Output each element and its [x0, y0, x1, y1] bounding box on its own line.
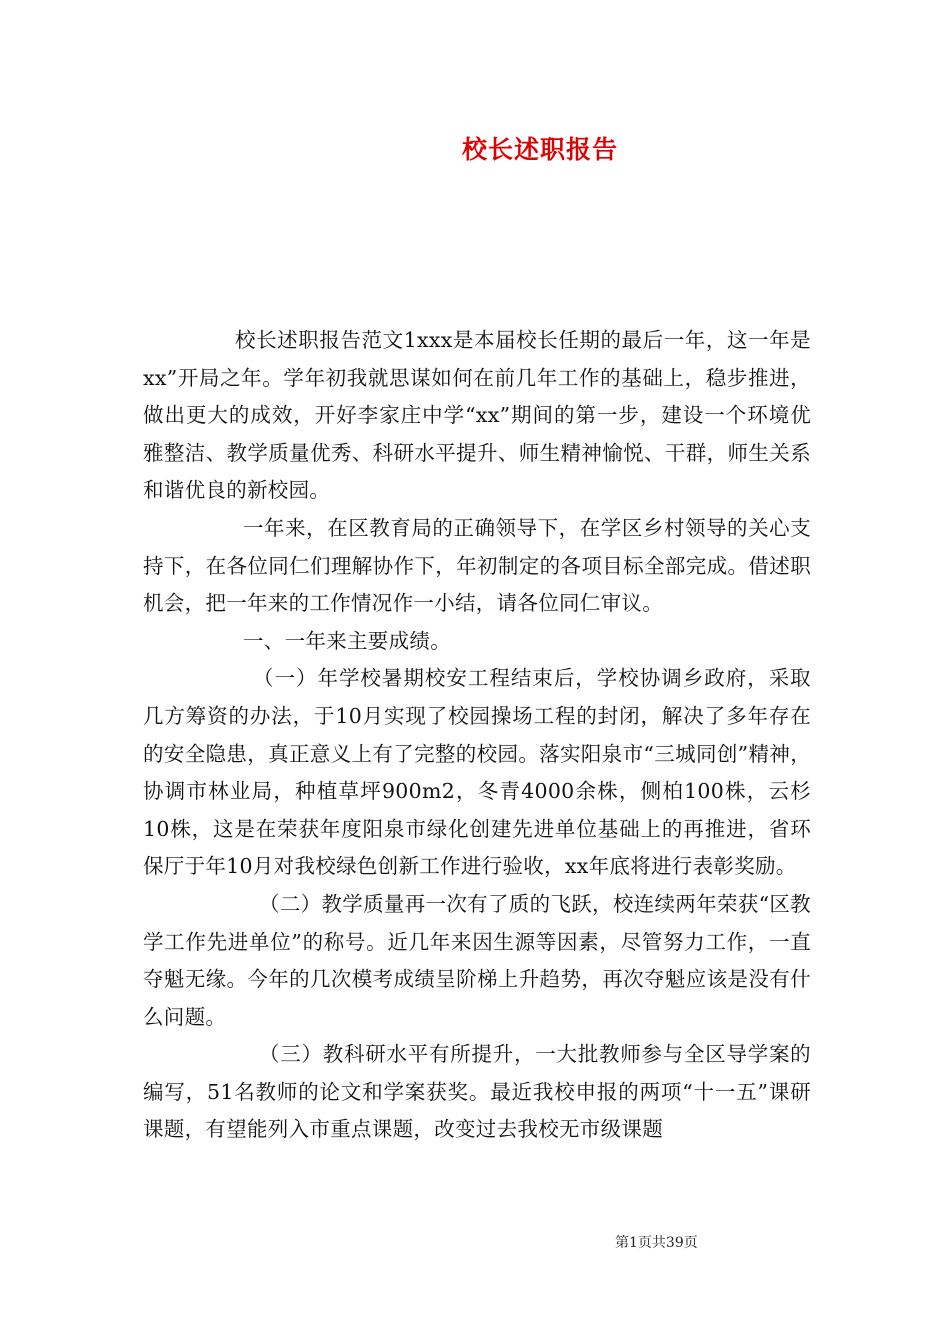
- paragraph-achievement-3: （三）教科研水平有所提升，一大批教师参与全区导学案的编写，51名教师的论文和学案获奖。最近我校申报的两项“十一五”课研课题，有望能列入市重点课题，改变过去我校无市级课题: [143, 1042, 811, 1142]
- paragraph-summary: 一年来，在区教育局的正确领导下，在学区乡村领导的关心支持下，在各位同仁们理解协作下，年初制定的各项目标全部完成。借述职机会，把一年来的工作情况作一小结，请各位同仁审议。: [143, 515, 811, 616]
- page-number: 第1页共39页: [615, 1235, 698, 1251]
- section-heading: 一、一年来主要成绩。: [243, 628, 451, 653]
- paragraph-achievement-1: （一）年学校暑期校安工程结束后，学校协调乡政府，采取几方筹资的办法，于10月实现了校园操场工程的封闭，解决了多年存在的安全隐患，真正意义上有了完整的校园。落实阳泉市“三城同创”精神，协调市林业局，种植草坪900m2，冬青4000余株，侧柏100株，云杉10株，这是在荣获年度阳泉市绿化创建先进单位基础上的再推进，省环保厅于年10月对我校绿色创新工作进行验收，xx年底将进行表彰奖励。: [143, 666, 811, 879]
- document-title: 校长述职报告: [461, 135, 618, 164]
- document-body: [143, 322, 811, 1149]
- paragraph-achievement-2: （二）教学质量再一次有了质的飞跃，校连续两年荣获“区教学工作先进单位”的称号。近几年来因生源等因素，尽管努力工作，一直夺魁无缘。今年的几次模考成绩呈阶梯上升趋势，再次夺魁应该是没有什么问题。: [143, 891, 811, 1029]
- paragraph-intro: 校长述职报告范文1xxx是本届校长任期的最后一年，这一年是xx”开局之年。学年初我就思谋如何在前几年工作的基础上，稳步推进，做出更大的成效，开好李家庄中学“xx”期间的第一步，建设一个环境优雅整洁、教学质量优秀、科研水平提升、师生精神愉悦、干群，师生关系和谐优良的新校园。: [143, 328, 811, 503]
